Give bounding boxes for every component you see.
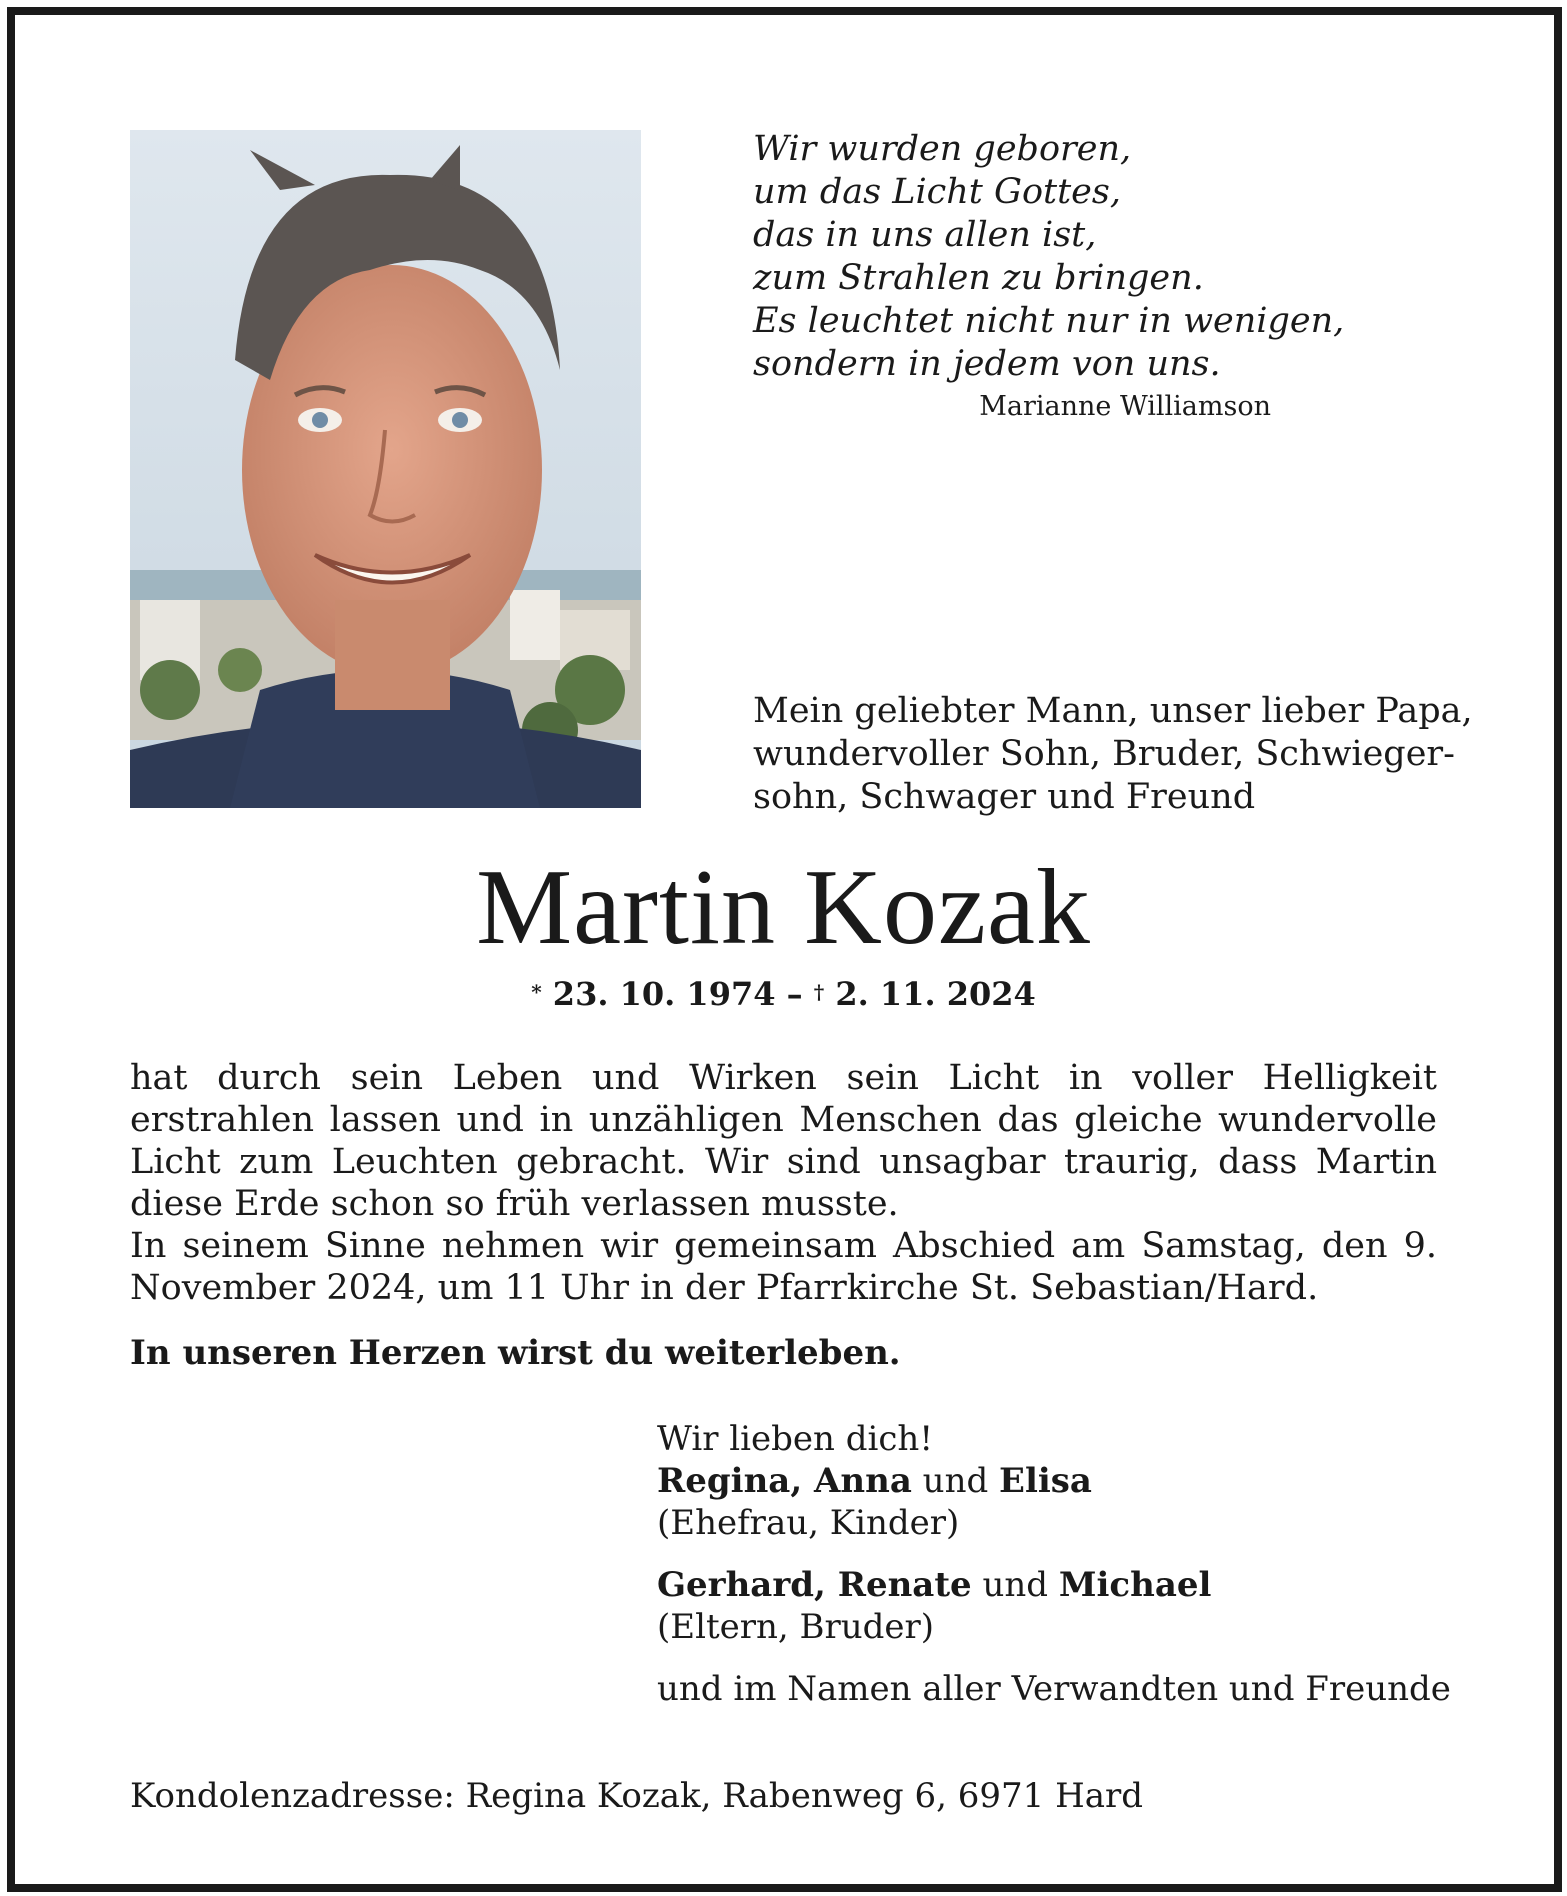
birth-symbol: * xyxy=(531,980,542,1004)
family-group xyxy=(657,1460,1447,1544)
quote-line: das in uns allen ist, xyxy=(753,215,1097,255)
quote-author: Marianne Williamson xyxy=(979,391,1271,422)
signers xyxy=(657,1418,1451,1730)
body-paragraph: In seinem Sinne nehmen wir gemeinsam Abschied am Samstag, den 9. November 2024, um 11 Uhr in der Pfarrkirche St. Sebastian/Hard. xyxy=(130,1226,1437,1308)
conjunction: und xyxy=(971,1565,1059,1605)
intro-text xyxy=(753,690,1473,819)
condolence-address: Kondolenzadresse: Regina Kozak, Rabenweg 6, 6971 Hard xyxy=(130,1776,1144,1816)
portrait-photo xyxy=(130,130,641,808)
family-names: Gerhard, Renate xyxy=(657,1565,972,1605)
motto: In unseren Herzen wirst du weiterleben. xyxy=(130,1333,901,1373)
quote-line: Es leuchtet nicht nur in wenigen, xyxy=(753,301,1345,341)
deceased-name: Martin Kozak xyxy=(476,848,1091,967)
quote-line: um das Licht Gottes, xyxy=(753,172,1121,212)
family-names: Michael xyxy=(1058,1565,1212,1605)
signers-closing: und im Namen aller Verwandten und Freunde xyxy=(657,1669,1451,1709)
death-date: 2. 11. 2024 xyxy=(835,975,1036,1013)
portrait-image xyxy=(130,130,641,808)
family-relation: (Eltern, Bruder) xyxy=(657,1607,935,1647)
intro-line: Mein geliebter Mann, unser lieber Papa, xyxy=(753,691,1473,731)
intro-line: sohn, Schwager und Freund xyxy=(753,777,1256,817)
death-symbol: † xyxy=(813,980,825,1004)
quote-line: Wir wurden geboren, xyxy=(753,129,1132,169)
body-text xyxy=(130,1057,1437,1309)
conjunction: und xyxy=(911,1461,1000,1501)
quote xyxy=(753,128,1373,386)
quote-line: sondern in jedem von uns. xyxy=(753,344,1221,384)
life-dates xyxy=(130,974,1437,1014)
family-relation: (Ehefrau, Kinder) xyxy=(657,1503,960,1543)
date-separator: – xyxy=(786,975,803,1013)
quote-line: zum Strahlen zu bringen. xyxy=(753,258,1204,298)
signers-greeting: Wir lieben dich! xyxy=(657,1419,933,1459)
body-paragraph: hat durch sein Leben und Wirken sein Licht in voller Helligkeit erstrahlen lassen und in unzähligen Menschen das gleiche wundervolle Licht zum Leuchten gebracht. Wir sind unsagbar traurig, dass Martin diese Erde schon so früh verlassen musste. xyxy=(130,1058,1437,1224)
family-names: Elisa xyxy=(999,1461,1092,1501)
family-group xyxy=(657,1564,1447,1648)
intro-line: wundervoller Sohn, Bruder, Schwieger- xyxy=(753,734,1455,774)
birth-date: 23. 10. 1974 xyxy=(552,975,776,1013)
family-names: Regina, Anna xyxy=(657,1461,912,1501)
